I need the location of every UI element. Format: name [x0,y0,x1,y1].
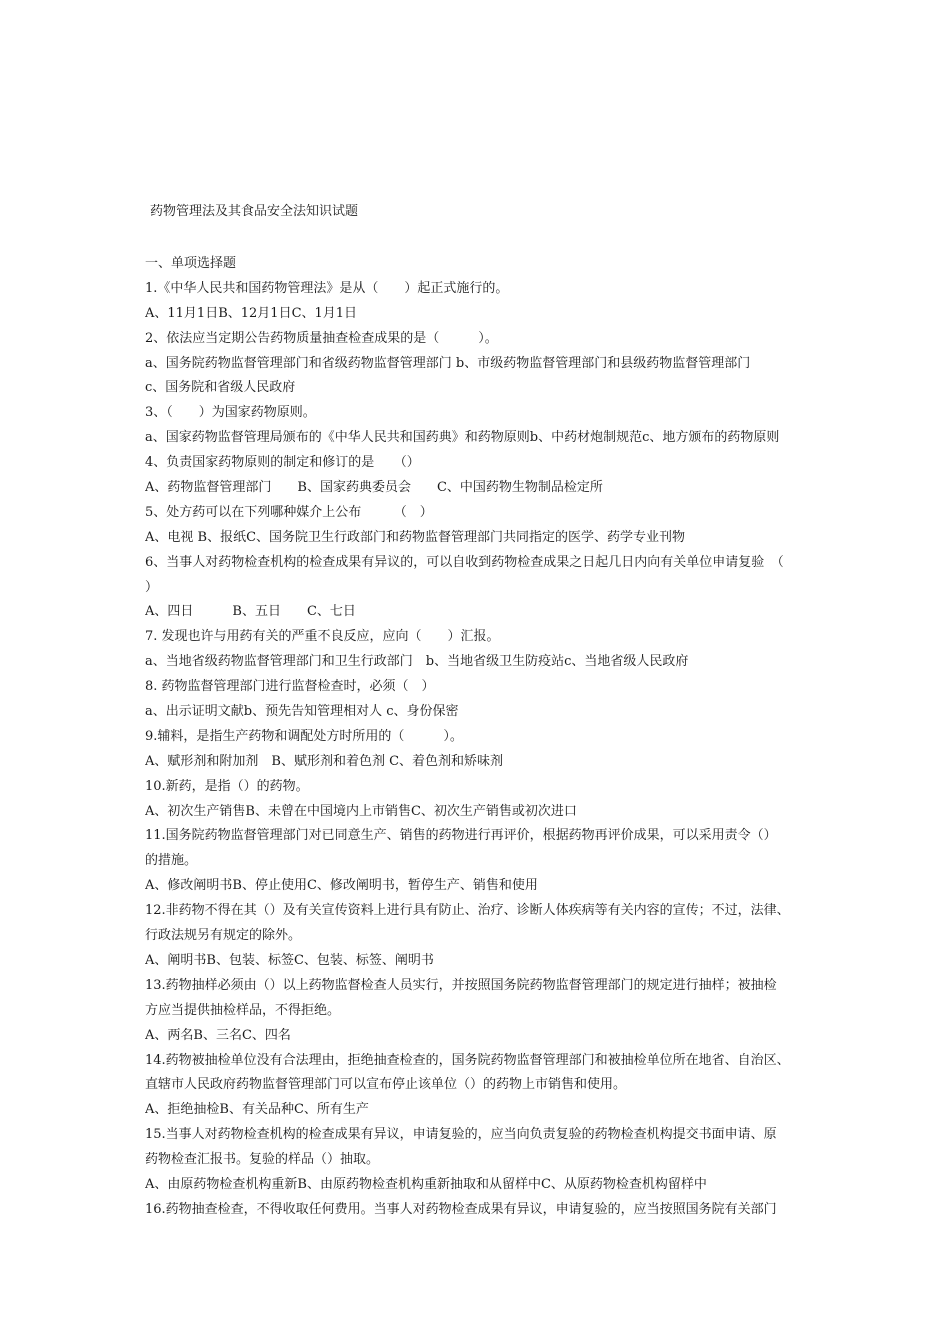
document-title: 药物管理法及其食品安全法知识试题 [150,204,359,219]
text-line: 8. 药物监督管理部门进行监督检查时，必须（ ） [145,679,435,695]
document-body [145,252,857,1223]
text-line: 12.非药物不得在其（）及有关宣传资料上进行具有防止、治疗、诊断人体疾病等有关内容的宣传；不过，法律、 [145,903,790,919]
text-line: 15.当事人对药物检查机构的检查成果有异议，申请复验的，应当向负责复验的药物检查机构提交书面申请、原 [145,1127,777,1143]
text-line: A、11月1日B、12月1日C、1月1日 [145,305,358,321]
text-line: 11.国务院药物监督管理部门对已同意生产、销售的药物进行再评价，根据药物再评价成果，可以采用责令（） [145,828,777,844]
text-line: c、国务院和省级人民政府 [145,380,296,396]
text-line: A、由原药物检查机构重新B、由原药物检查机构重新抽取和从留样中C、从原药物检查机构留样中 [145,1176,707,1192]
text-line: 16.药物抽查检查，不得收取任何费用。当事人对药物检查成果有异议，申请复验的，应当按照国务院有关部门 [145,1201,777,1217]
text-line: 行政法规另有规定的除外。 [145,928,302,944]
text-line: 方应当提供抽检样品，不得拒绝。 [145,1002,341,1018]
text-line: a、国务院药物监督管理部门和省级药物监督管理部门 b、市级药物监督管理部门和县级药物监督管理部门 [145,355,751,371]
text-line: 14.药物被抽检单位没有合法理由，拒绝抽查检查的，国务院药物监督管理部门和被抽检单位所在地省、自治区、 [145,1052,790,1068]
text-line: 10.新药，是指（）的药物。 [145,778,309,794]
text-line: 的措施。 [145,853,198,869]
text-line: a、出示证明文献b、预先告知管理相对人 c、身份保密 [145,704,459,720]
text-line: A、药物监督管理部门 B、国家药典委员会 C、中国药物生物制品检定所 [145,480,603,496]
text-line: A、阐明书B、包装、标签C、包装、标签、阐明书 [145,952,434,968]
text-line: A、修改阐明书B、停止使用C、修改阐明书，暂停生产、销售和使用 [145,878,538,894]
section-heading: 一、单项选择题 [145,256,237,271]
text-line: 13.药物抽样必须由（）以上药物监督检查人员实行，并按照国务院药物监督管理部门的规定进行抽样；被抽检 [145,977,777,993]
text-line: a、国家药物监督管理局颁布的《中华人民共和国药典》和药物原则b、中药材炮制规范c、地方颁布的药物原则 [145,430,780,446]
text-line: 6、当事人对药物检查机构的检查成果有异议的，可以自收到药物检查成果之日起几日内向有关单位申请复验 （ [145,554,784,570]
text-line: A、赋形剂和附加剂 B、赋形剂和着色剂 C、着色剂和矫味剂 [145,753,504,769]
text-line: 9.辅料，是指生产药物和调配处方时所用的（ ）。 [145,728,463,744]
text-line: 4、负责国家药物原则的制定和修订的是 （） [145,455,420,471]
text-line: 药物检查汇报书。复验的样品（）抽取。 [145,1152,380,1168]
text-line: 2、依法应当定期公告药物质量抽查检查成果的是（ ）。 [145,330,498,346]
text-line: ） [145,579,159,595]
text-line: 3、（ ）为国家药物原则。 [145,405,316,421]
text-line: A、初次生产销售B、未曾在中国境内上市销售C、初次生产销售或初次进口 [145,803,577,819]
text-line: 直辖市人民政府药物监督管理部门可以宣布停止该单位（）的药物上市销售和使用。 [145,1077,627,1093]
text-line: A、四日 B、五日 C、七日 [145,604,356,620]
text-line: 7. 发现也许与用药有关的严重不良反应，应向（ ）汇报。 [145,629,500,645]
text-line: A、拒绝抽检B、有关品种C、所有生产 [145,1102,369,1118]
text-line: 5、处方药可以在下列哪种媒介上公布 （ ） [145,504,433,520]
text-line: A、两名B、三名C、四名 [145,1027,291,1043]
text-line: a、当地省级药物监督管理部门和卫生行政部门 b、当地省级卫生防疫站c、当地省级人民政府 [145,654,689,670]
text-line: 1.《中华人民共和国药物管理法》是从（ ）起正式施行的。 [145,280,509,296]
text-line: A、电视 B、报纸C、国务院卫生行政部门和药物监督管理部门共同指定的医学、药学专业刊物 [145,529,686,545]
